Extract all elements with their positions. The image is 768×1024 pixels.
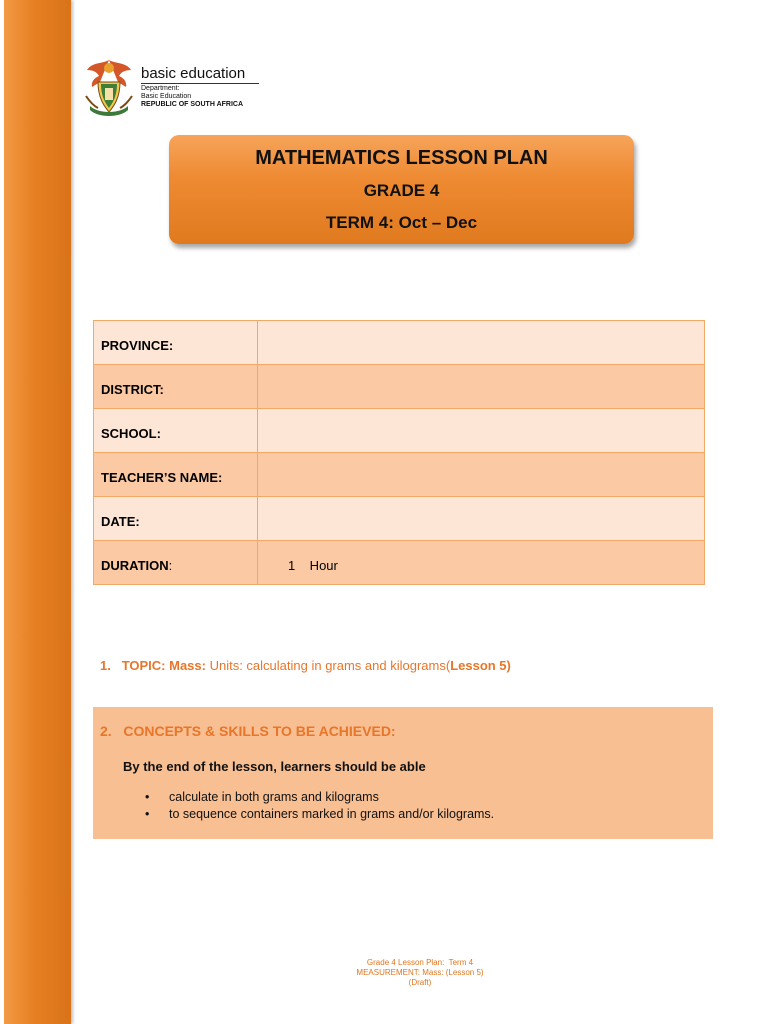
bullet-icon: •	[145, 790, 150, 804]
duration-value: 1 Hour	[288, 558, 338, 573]
duration-label-colon: :	[168, 558, 173, 573]
province-label: PROVINCE:	[94, 321, 258, 365]
concepts-heading-text: 2. CONCEPTS & SKILLS TO BE ACHIEVED:	[100, 723, 396, 739]
lesson-info-table	[93, 320, 705, 585]
duration-label-text: DURATION	[101, 558, 169, 573]
district-label: DISTRICT:	[94, 365, 258, 409]
concepts-intro: By the end of the lesson, learners should be able	[123, 759, 426, 774]
footer-line-1: Grade 4 Lesson Plan: Term 4	[366, 958, 474, 967]
table-row	[94, 497, 705, 541]
logo-department-name: Basic Education	[141, 93, 192, 100]
document-title: MATHEMATICS LESSON PLAN	[255, 147, 548, 169]
duration-field[interactable]	[258, 541, 705, 585]
teacher-name-label: TEACHER’S NAME:	[94, 453, 258, 497]
topic-label: TOPIC: Mass:	[121, 658, 206, 673]
bullet-icon: •	[145, 807, 150, 821]
title-banner	[169, 135, 634, 244]
grade-label: GRADE 4	[363, 181, 440, 200]
side-bar-decoration	[4, 0, 71, 1024]
duration-label	[94, 541, 258, 585]
table-row	[94, 541, 705, 585]
concept-item-text: to sequence containers marked in grams and/or kilograms.	[169, 807, 495, 821]
district-field[interactable]	[258, 365, 705, 409]
school-label: SCHOOL:	[94, 409, 258, 453]
concept-item-text: calculate in both grams and kilograms	[169, 790, 379, 804]
list-item	[145, 789, 494, 806]
concepts-list	[145, 789, 494, 823]
concepts-heading	[100, 723, 396, 739]
page-footer	[330, 958, 510, 988]
topic-number: 1.	[100, 658, 111, 673]
table-row	[94, 321, 705, 365]
term-label: TERM 4: Oct – Dec	[325, 213, 478, 232]
teacher-name-field[interactable]	[258, 453, 705, 497]
concepts-section	[93, 707, 713, 839]
logo-department-label: Department:	[141, 85, 180, 92]
coat-of-arms-icon	[84, 56, 134, 120]
logo-country: REPUBLIC OF SOUTH AFRICA	[141, 101, 244, 108]
school-field[interactable]	[258, 409, 705, 453]
logo-title: basic education	[141, 65, 246, 82]
footer-line-3: (Draft)	[408, 978, 432, 987]
date-field[interactable]	[258, 497, 705, 541]
footer-line-2: MEASUREMENT: Mass: (Lesson 5)	[356, 968, 484, 977]
table-row	[94, 365, 705, 409]
department-logo	[84, 56, 264, 120]
table-row	[94, 453, 705, 497]
topic-lesson: Lesson 5)	[450, 658, 511, 673]
logo-divider	[141, 83, 259, 84]
date-label: DATE:	[94, 497, 258, 541]
topic-text: Units: calculating in grams and kilograms(	[205, 658, 451, 673]
table-row	[94, 409, 705, 453]
topic-line	[100, 658, 511, 673]
list-item	[145, 806, 494, 823]
province-field[interactable]	[258, 321, 705, 365]
